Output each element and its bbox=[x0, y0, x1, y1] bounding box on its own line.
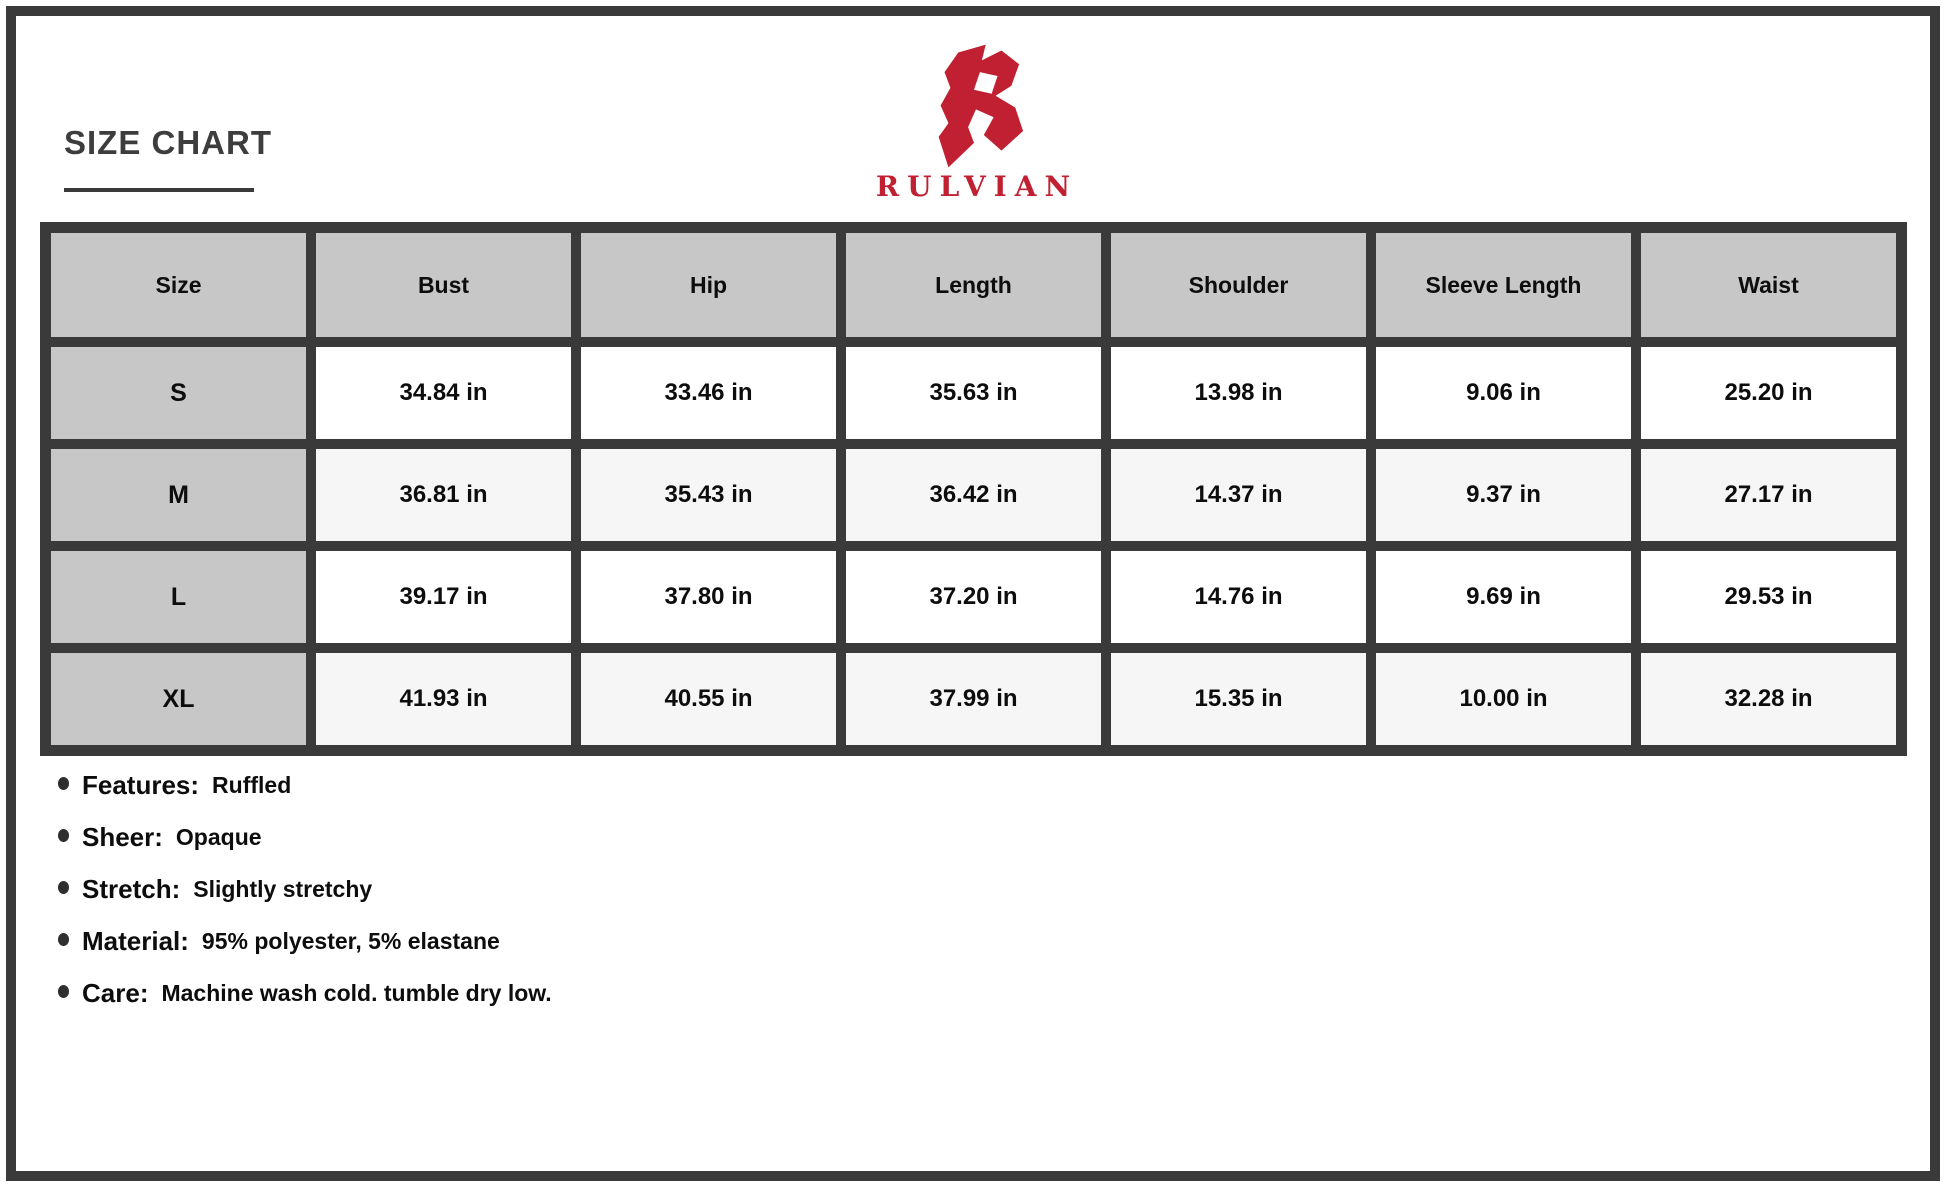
bullet-icon bbox=[58, 777, 69, 790]
value-cell: 35.43 in bbox=[581, 449, 836, 541]
detail-line bbox=[58, 770, 552, 801]
brand-logo-r-icon bbox=[919, 44, 1027, 168]
detail-value: Ruffled bbox=[212, 772, 292, 798]
value-cell: 14.37 in bbox=[1111, 449, 1366, 541]
detail-value: Opaque bbox=[175, 824, 262, 850]
bullet-icon bbox=[58, 933, 69, 946]
header-cell-hip: Hip bbox=[581, 233, 836, 337]
value-cell: 34.84 in bbox=[316, 347, 571, 439]
detail-line bbox=[58, 874, 552, 905]
value-cell: 37.99 in bbox=[846, 653, 1101, 745]
value-cell: 36.42 in bbox=[846, 449, 1101, 541]
size-cell: M bbox=[51, 449, 306, 541]
value-cell: 36.81 in bbox=[316, 449, 571, 541]
header-cell-sleeve-length: Sleeve Length bbox=[1376, 233, 1631, 337]
detail-label: Sheer: bbox=[82, 822, 163, 852]
value-cell: 10.00 in bbox=[1376, 653, 1631, 745]
detail-value: Machine wash cold. tumble dry low. bbox=[161, 980, 552, 1006]
page-title: SIZE CHART bbox=[64, 124, 272, 161]
header-cell-size: Size bbox=[51, 233, 306, 337]
detail-label: Care: bbox=[82, 978, 149, 1008]
detail-label: Material: bbox=[82, 926, 189, 956]
bullet-icon bbox=[58, 985, 69, 998]
bullet-icon bbox=[58, 881, 69, 894]
value-cell: 9.69 in bbox=[1376, 551, 1631, 643]
value-cell: 9.37 in bbox=[1376, 449, 1631, 541]
value-cell: 35.63 in bbox=[846, 347, 1101, 439]
size-cell: XL bbox=[51, 653, 306, 745]
header-cell-shoulder: Shoulder bbox=[1111, 233, 1366, 337]
header-cell-length: Length bbox=[846, 233, 1101, 337]
value-cell: 41.93 in bbox=[316, 653, 571, 745]
value-cell: 25.20 in bbox=[1641, 347, 1896, 439]
detail-label: Features: bbox=[82, 770, 200, 800]
value-cell: 37.20 in bbox=[846, 551, 1101, 643]
detail-line bbox=[58, 926, 552, 957]
value-cell: 33.46 in bbox=[581, 347, 836, 439]
size-chart-table bbox=[40, 222, 1907, 756]
brand-logo bbox=[848, 44, 1098, 203]
brand-name: RULVIAN bbox=[875, 170, 1079, 203]
header-cell-waist: Waist bbox=[1641, 233, 1896, 337]
value-cell: 27.17 in bbox=[1641, 449, 1896, 541]
detail-value: 95% polyester, 5% elastane bbox=[201, 928, 500, 954]
detail-line bbox=[58, 822, 552, 853]
value-cell: 32.28 in bbox=[1641, 653, 1896, 745]
product-details-list bbox=[58, 770, 552, 1030]
detail-line bbox=[58, 978, 552, 1009]
value-cell: 39.17 in bbox=[316, 551, 571, 643]
value-cell: 13.98 in bbox=[1111, 347, 1366, 439]
header-cell-bust: Bust bbox=[316, 233, 571, 337]
value-cell: 40.55 in bbox=[581, 653, 836, 745]
title-underline bbox=[64, 188, 254, 192]
value-cell: 14.76 in bbox=[1111, 551, 1366, 643]
value-cell: 37.80 in bbox=[581, 551, 836, 643]
value-cell: 9.06 in bbox=[1376, 347, 1631, 439]
detail-label: Stretch: bbox=[82, 874, 181, 904]
size-cell: L bbox=[51, 551, 306, 643]
value-cell: 15.35 in bbox=[1111, 653, 1366, 745]
value-cell: 29.53 in bbox=[1641, 551, 1896, 643]
size-cell: S bbox=[51, 347, 306, 439]
bullet-icon bbox=[58, 829, 69, 842]
detail-value: Slightly stretchy bbox=[193, 876, 373, 902]
